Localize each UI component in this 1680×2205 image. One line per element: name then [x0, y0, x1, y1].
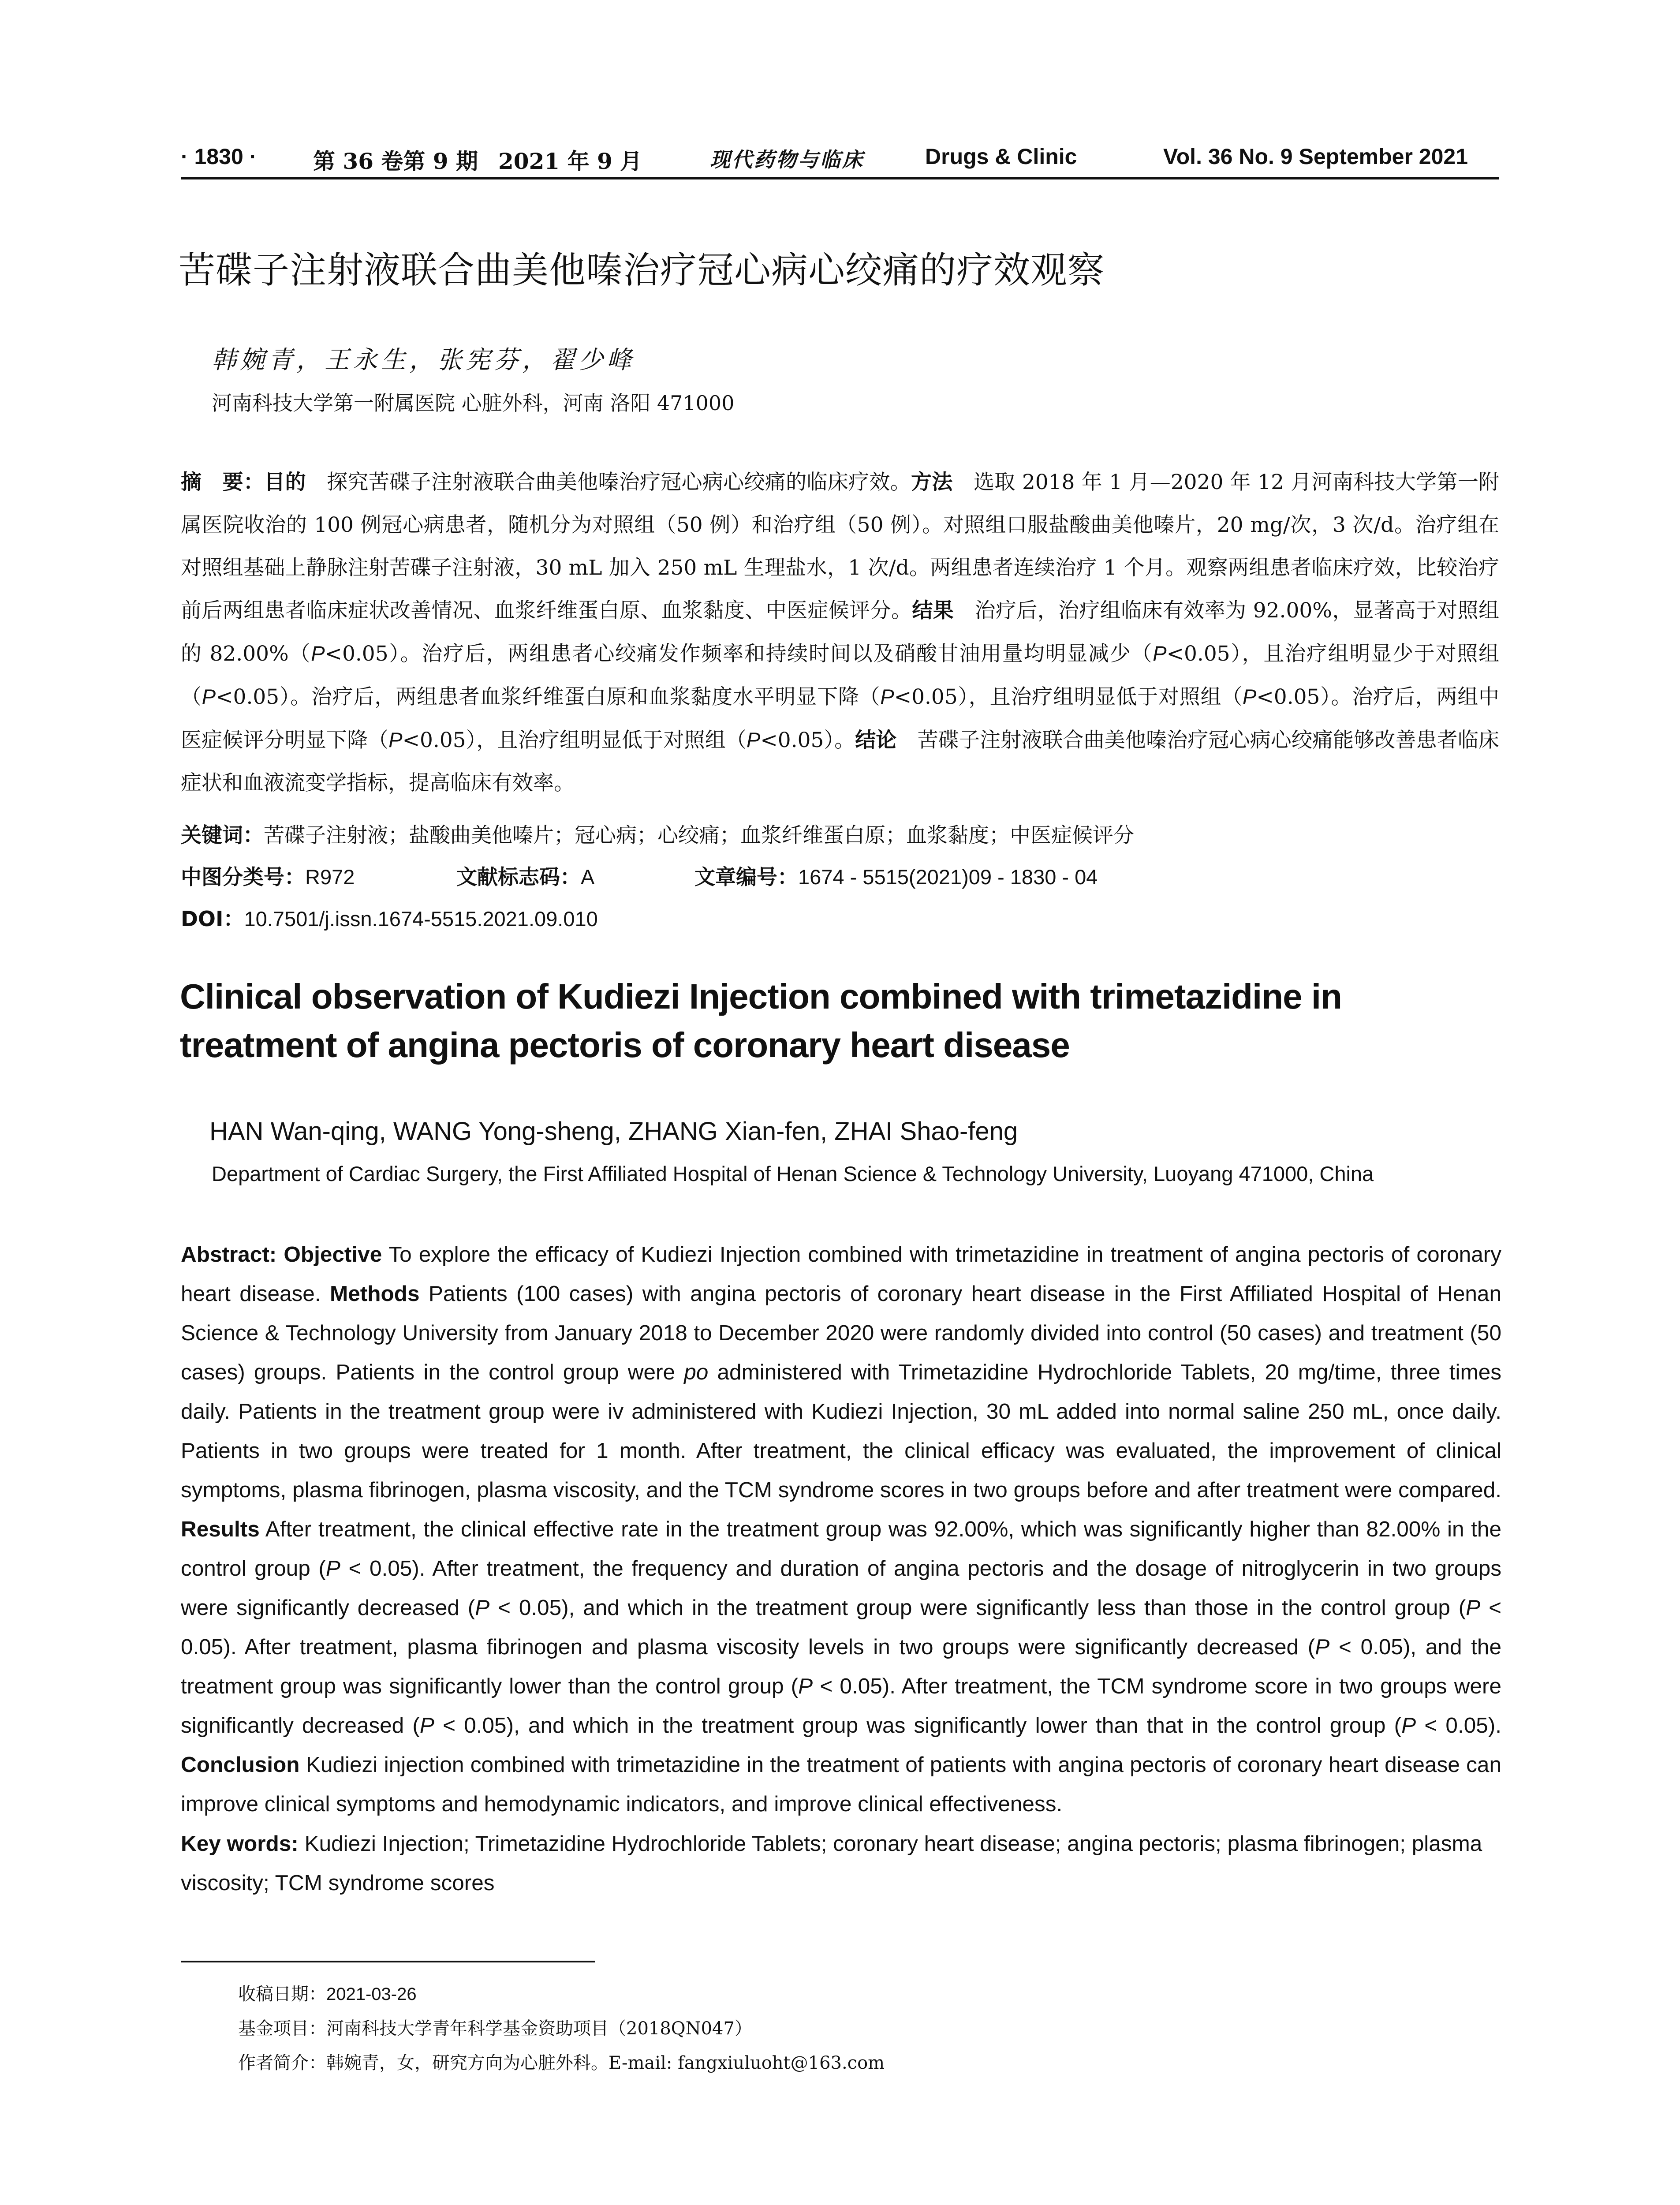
- cn-methods-text: 选取 2018 年 1 月—2020 年 12 月河南科技大学第一附属医院收治的 100 例冠心病患者，随机分为对照组（50 例）和治疗组（50 例）。对照组口服盐酸曲美他嗪片，20 mg/次，3 次/d。治疗组在对照组基础上静脉注射苦碟子注射液，30 mL 加入 250 mL 生理盐水，1 次/d。两组患者连续治疗 1 个月。观察两组患者临床疗效，比较治疗前后两组患者临床症状改善情况、血浆纤维蛋白原、血浆黏度、中医症候评分。: [181, 470, 1500, 623]
- en-results-text: After treatment, the clinical effective rate in the treatment group was 92.00%, which was significantly higher than 82.00% in the control group (: [181, 1517, 1501, 1581]
- en-authors: HAN Wan-qing, WANG Yong-sheng, ZHANG Xian-fen, ZHAI Shao-feng: [209, 1117, 1018, 1146]
- doi-line: [181, 903, 598, 932]
- en-results-text: < 0.05), and which in the treatment group were significantly less than those in the control group (: [489, 1596, 1466, 1620]
- cn-authors: 韩婉青，王永生，张宪芬，翟少峰: [212, 346, 635, 374]
- cn-classification: [181, 861, 355, 890]
- cn-keywords-text: 苦碟子注射液；盐酸曲美他嗪片；冠心病；心绞痛；血浆纤维蛋白原；血浆黏度；中医症候评分: [264, 823, 1134, 848]
- p-value-symbol: P: [1315, 1635, 1330, 1659]
- cn-results-text: <0.05），且治疗组明显低于对照组（: [894, 685, 1243, 709]
- cn-results-text: <0.05）。治疗后，两组患者血浆纤维蛋白原和血浆黏度水平明显下降（: [216, 685, 881, 709]
- cn-results-text: <0.05）。治疗后，两组患者心绞痛发作频率和持续时间以及硝酸甘油用量均明显减少（: [325, 642, 1153, 666]
- cn-abstract-label: 摘 要：: [181, 470, 265, 494]
- author-info-text: 韩婉青，女，研究方向为心脏外科。E-mail: fangxiuluoht@163.com: [326, 2053, 885, 2073]
- clc-value: R972: [305, 865, 355, 889]
- cn-abstract: [181, 461, 1499, 804]
- article-number-label: 文章编号：: [694, 865, 798, 889]
- doc-code-label: 文献标志码：: [456, 865, 581, 889]
- en-title: Clinical observation of Kudiezi Injection combined with trimetazidine in treatment of angina pectoris of coronary heart disease: [180, 977, 1342, 1065]
- en-keywords-label: Key words:: [181, 1831, 299, 1856]
- fund-text: 河南科技大学青年科学基金资助项目（2018QN047）: [326, 2018, 752, 2039]
- en-results-text: < 0.05). After treatment, the TCM syndrome score in two groups were significantly decreased (: [181, 1674, 1501, 1738]
- en-results-text: < 0.05). After treatment, the frequency and duration of angina pectoris and the dosage of nitroglycerin in two groups were significantly decreased (: [181, 1556, 1501, 1620]
- article-number-value: 1674 - 5515(2021)09 - 1830 - 04: [798, 865, 1098, 889]
- cn-results-text: <0.05）。治疗后，两组中医症候评分明显下降（: [181, 685, 1500, 752]
- footnote-received: [238, 1980, 417, 2005]
- received-label: 收稿日期：: [238, 1984, 326, 2004]
- en-conclusion-text: Kudiezi injection combined with trimetazidine in the treatment of patients with angina pectoris of coronary heart disease can improve clinical symptoms and hemodynamic indicators, and improve clinical effectiveness.: [181, 1753, 1501, 1816]
- doi-value: 10.7501/j.issn.1674-5515.2021.09.010: [244, 907, 598, 931]
- cn-conclusion-text: 苦碟子注射液联合曲美他嗪治疗冠心病心绞痛能够改善患者临床症状和血液流变学指标，提高临床有效率。: [181, 728, 1500, 795]
- en-keywords: [181, 1824, 1501, 1902]
- cn-results-label: 结果: [912, 598, 954, 623]
- cn-conclusion-label: 结论: [855, 728, 897, 752]
- cn-keywords-label: 关键词：: [181, 823, 264, 848]
- en-methods-text: Patients (100 cases) with angina pectoris of coronary heart disease in the First Affiliated Hospital of Henan Science & Technology University from January 2018 to December 2020 were randomly divided into control (50 cases) and treatment (50 cases) groups. Patients in the control group were: [181, 1282, 1501, 1384]
- cn-methods-label: 方法: [911, 470, 953, 494]
- p-value-symbol: P: [747, 728, 761, 751]
- p-value-symbol: P: [1401, 1713, 1416, 1738]
- journal-name-en: Drugs & Clinic: [925, 144, 1077, 169]
- footnote-rule: [181, 1961, 595, 1962]
- clc-label: 中图分类号：: [181, 865, 305, 889]
- p-value-symbol: P: [388, 728, 403, 751]
- p-value-symbol: P: [798, 1674, 813, 1698]
- p-value-symbol: P: [1466, 1596, 1481, 1620]
- doi-label: DOI：: [181, 907, 244, 931]
- cn-title: 苦碟子注射液联合曲美他嗪治疗冠心病心绞痛的疗效观察: [179, 249, 1105, 292]
- cn-keywords: [181, 819, 1134, 848]
- volume-en: Vol. 36 No. 9 September 2021: [1163, 144, 1468, 169]
- en-conclusion-label: Conclusion: [181, 1753, 300, 1777]
- p-value-symbol: P: [311, 642, 325, 665]
- p-value-symbol: P: [1243, 685, 1257, 708]
- en-affiliation: Department of Cardiac Surgery, the First Affiliated Hospital of Henan Science & Technology University, Luoyang 471000, China: [212, 1162, 1374, 1185]
- cn-objective-text: 探究苦碟子注射液联合曲美他嗪治疗冠心病心绞痛的临床疗效。: [306, 470, 911, 494]
- cn-objective-label: 目的: [264, 470, 306, 494]
- en-methods-text: administered with Trimetazidine Hydrochloride Tablets, 20 mg/time, three times daily. Patients in the treatment group were iv administered with Kudiezi Injection, 30 mL added into normal saline 250 mL, once daily. Patients in two groups were treated for 1 month. After treatment, the clinical efficacy was evaluated, the improvement of clinical symptoms, plasma fibrinogen, plasma viscosity, and the TCM syndrome scores in two groups before and after treatment were compared.: [181, 1360, 1501, 1502]
- en-results-label: Results: [181, 1517, 260, 1541]
- journal-name-cn: 现代药物与临床: [710, 148, 864, 172]
- received-date: 2021-03-26: [326, 1984, 417, 2004]
- en-results-text: < 0.05), and which in the treatment group was significantly lower than that in the control group (: [434, 1713, 1402, 1738]
- fund-label: 基金项目：: [238, 2018, 326, 2039]
- cn-results-text: <0.05），且治疗组明显少于对照组（: [181, 642, 1500, 709]
- cn-affiliation: 河南科技大学第一附属医院 心脏外科，河南 洛阳 471000: [212, 391, 735, 415]
- p-value-symbol: P: [1153, 642, 1167, 665]
- en-abstract: [181, 1235, 1501, 1824]
- cn-doc-code: [456, 861, 594, 890]
- en-objective-text: To explore the efficacy of Kudiezi Injection combined with trimetazidine in treatment of angina pectoris of coronary heart disease.: [181, 1242, 1501, 1306]
- footnote-author: [238, 2049, 885, 2074]
- date-cn: 2021 年 9 月: [498, 148, 642, 174]
- p-value-symbol: P: [880, 685, 894, 708]
- en-objective-label: Objective: [284, 1242, 382, 1267]
- en-methods-po: po: [684, 1360, 709, 1384]
- cn-results-text: <0.05），且治疗组明显低于对照组（: [402, 728, 747, 752]
- en-results-text: < 0.05).: [1416, 1713, 1501, 1738]
- p-value-symbol: P: [202, 685, 216, 708]
- volume-cn: 第 36 卷第 9 期: [313, 148, 478, 174]
- en-results-text: < 0.05), and the treatment group was significantly lower than the control group (: [181, 1635, 1501, 1698]
- en-abstract-label: Abstract:: [181, 1242, 277, 1267]
- author-info-label: 作者简介：: [238, 2053, 326, 2073]
- en-keywords-text: Kudiezi Injection; Trimetazidine Hydrochloride Tablets; coronary heart disease; angina pectoris; plasma fibrinogen; plasma viscosity; TCM syndrome scores: [181, 1831, 1482, 1895]
- p-value-symbol: P: [475, 1596, 490, 1620]
- p-value-symbol: P: [419, 1713, 434, 1738]
- page-number: · 1830 ·: [181, 144, 257, 169]
- en-methods-label: Methods: [330, 1282, 420, 1306]
- en-results-text: < 0.05). After treatment, plasma fibrinogen and plasma viscosity levels in two groups were significantly decreased (: [181, 1596, 1501, 1659]
- cn-article-number: [694, 861, 1098, 890]
- p-value-symbol: P: [325, 1556, 340, 1581]
- footnote-fund: [238, 2014, 752, 2040]
- doc-code-value: A: [581, 865, 595, 889]
- cn-results-text: <0.05）。: [760, 728, 855, 752]
- header-rule: [181, 177, 1499, 179]
- running-header: [181, 140, 1499, 176]
- cn-results-text: 治疗后，治疗组临床有效率为 92.00%，显著高于对照组的 82.00%（: [181, 598, 1499, 666]
